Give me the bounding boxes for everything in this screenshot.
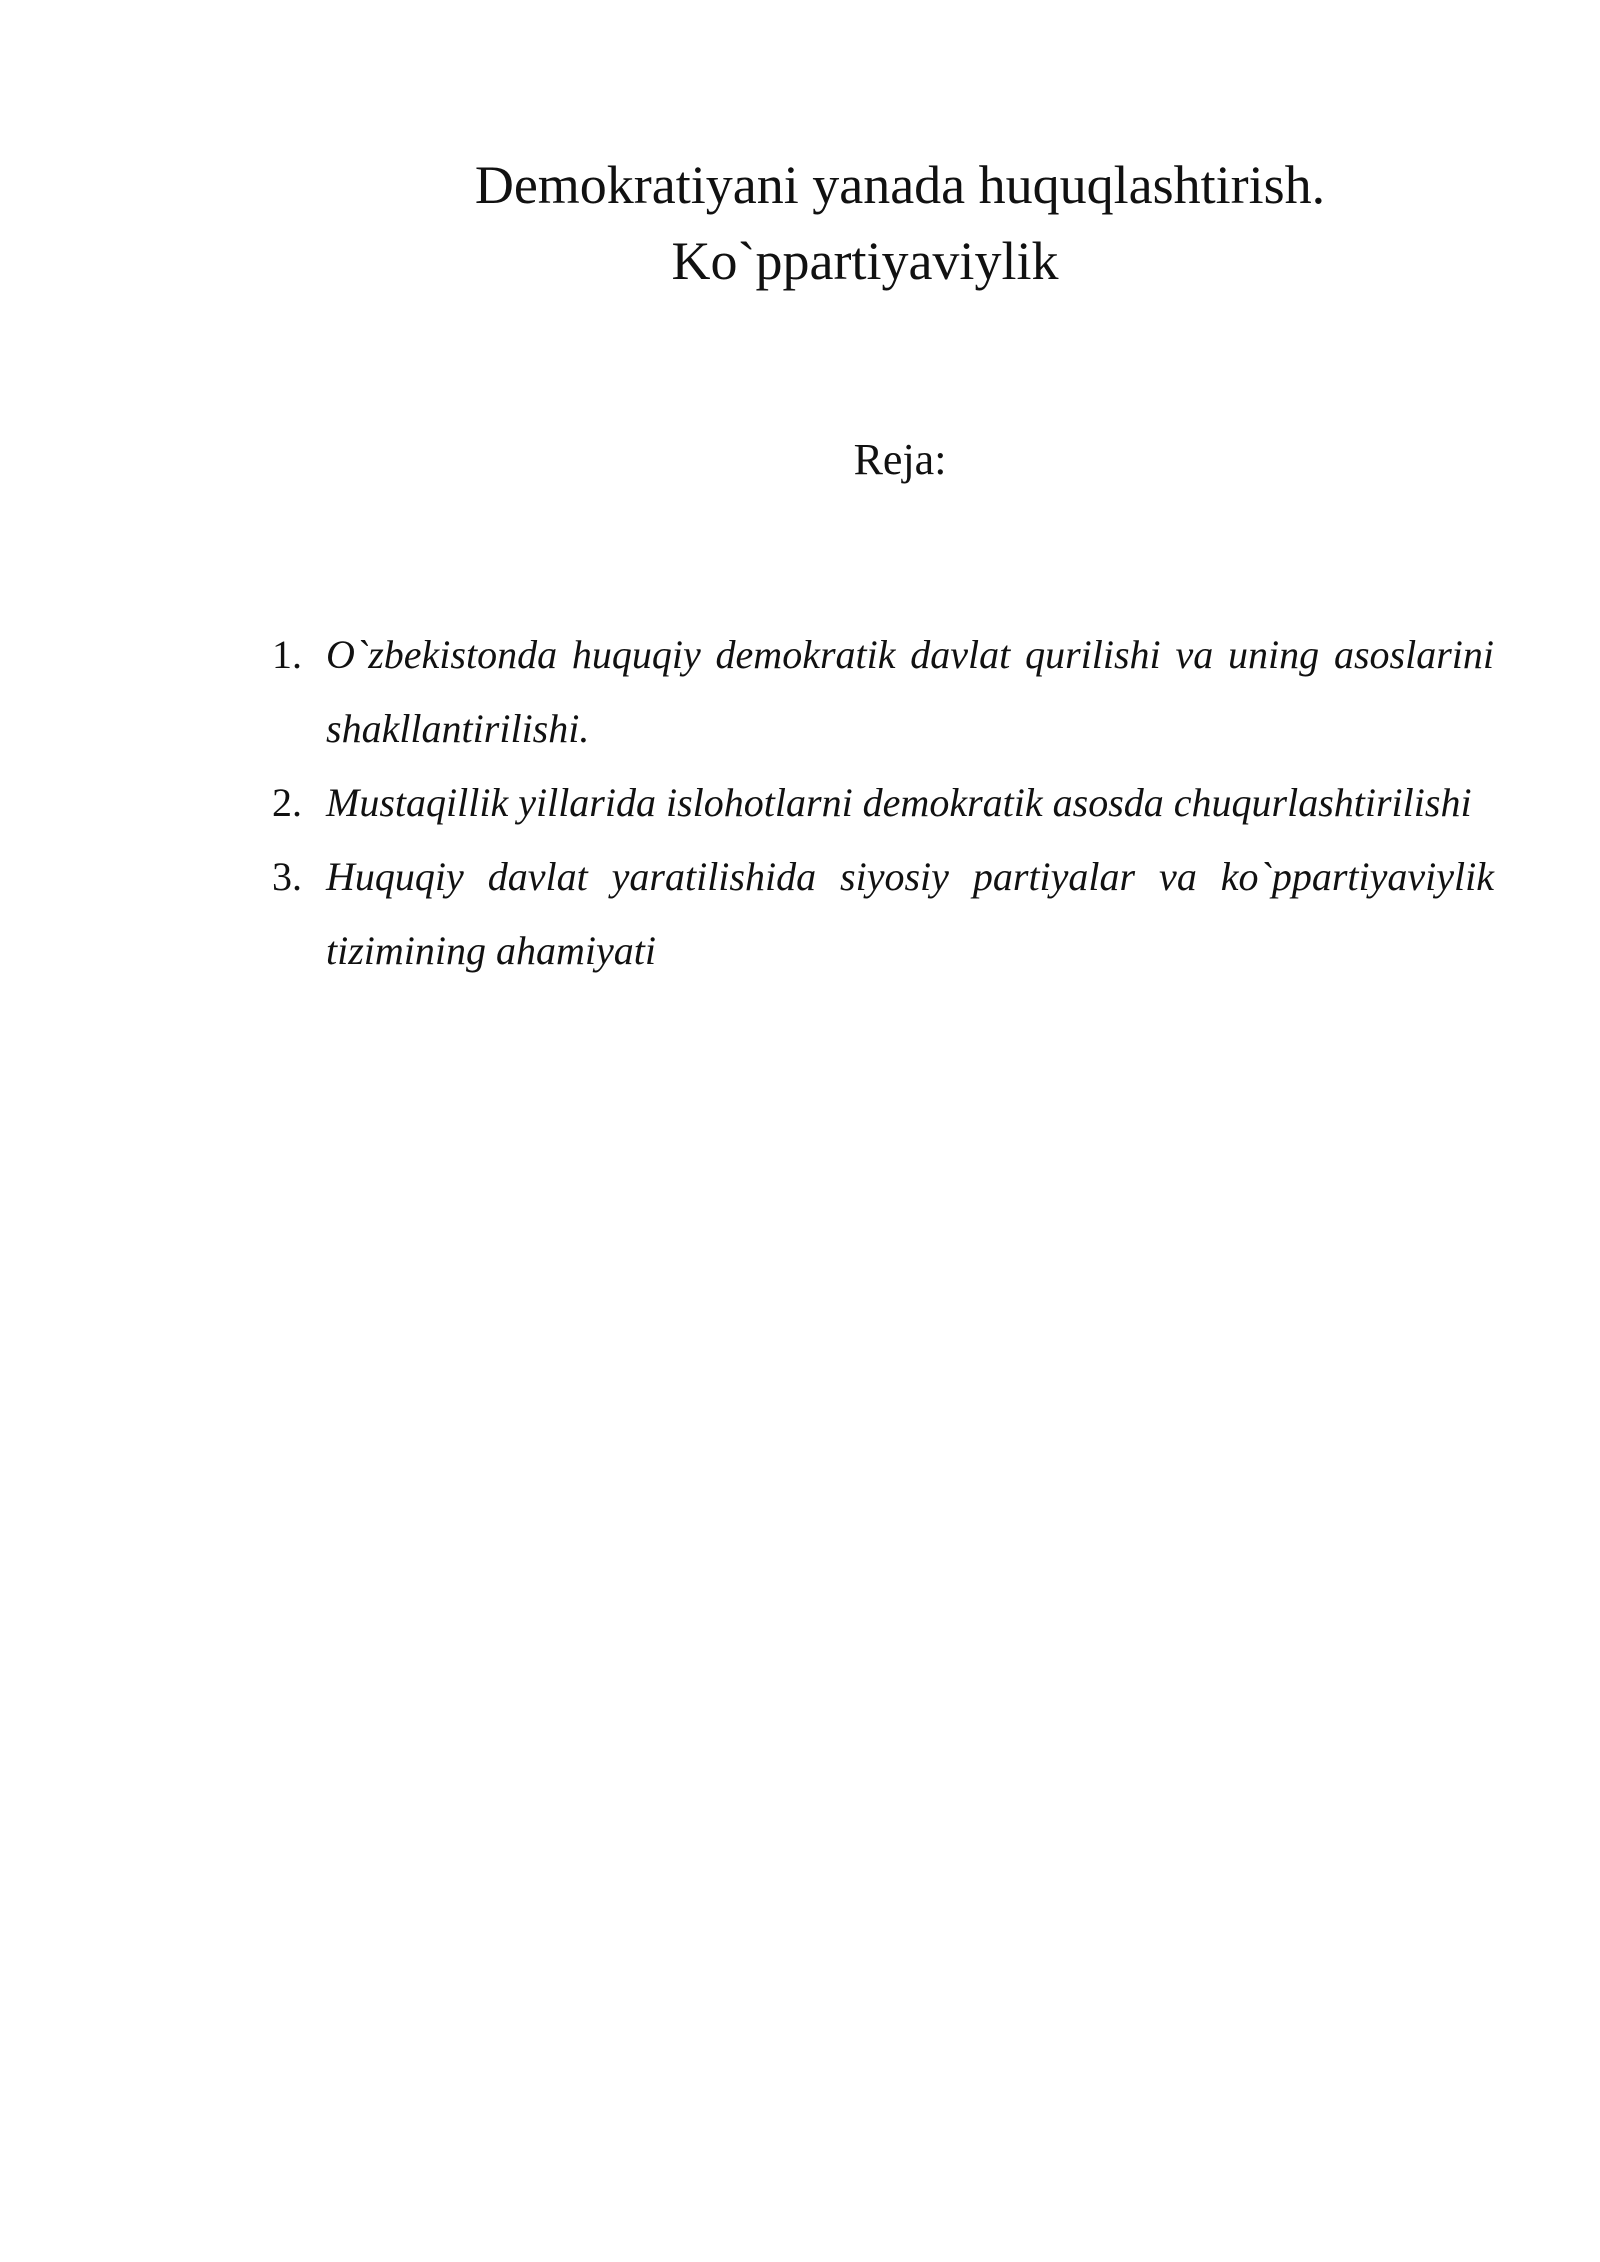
plan-item-number: 3. (272, 854, 302, 899)
plan-item-3 (272, 840, 1494, 988)
plan-item-1 (272, 618, 1494, 766)
plan-item-text: Mustaqillik yillarida islohotlarni demokratik asosda chuqurlashtirilishi (326, 780, 1472, 825)
plan-item-text: Huquqiy davlat yaratilishida siyosiy partiyalar va ko`ppartiyaviylik tizimining ahamiyati (326, 854, 1494, 973)
plan-item-number: 1. (272, 632, 302, 677)
document-title-line-1: Demokratiyani yanada huquqlashtirish. (474, 155, 1326, 215)
plan-heading: Reja: (853, 435, 947, 484)
plan-list (272, 618, 1494, 988)
plan-item-number: 2. (272, 780, 302, 825)
plan-item-2 (272, 766, 1494, 840)
plan-item-text: O`zbekistonda huquqiy demokratik davlat qurilishi va uning asoslarini shakllantirilishi. (326, 632, 1494, 751)
document-title-line-2: Ko`ppartiyaviylik (671, 231, 1059, 291)
